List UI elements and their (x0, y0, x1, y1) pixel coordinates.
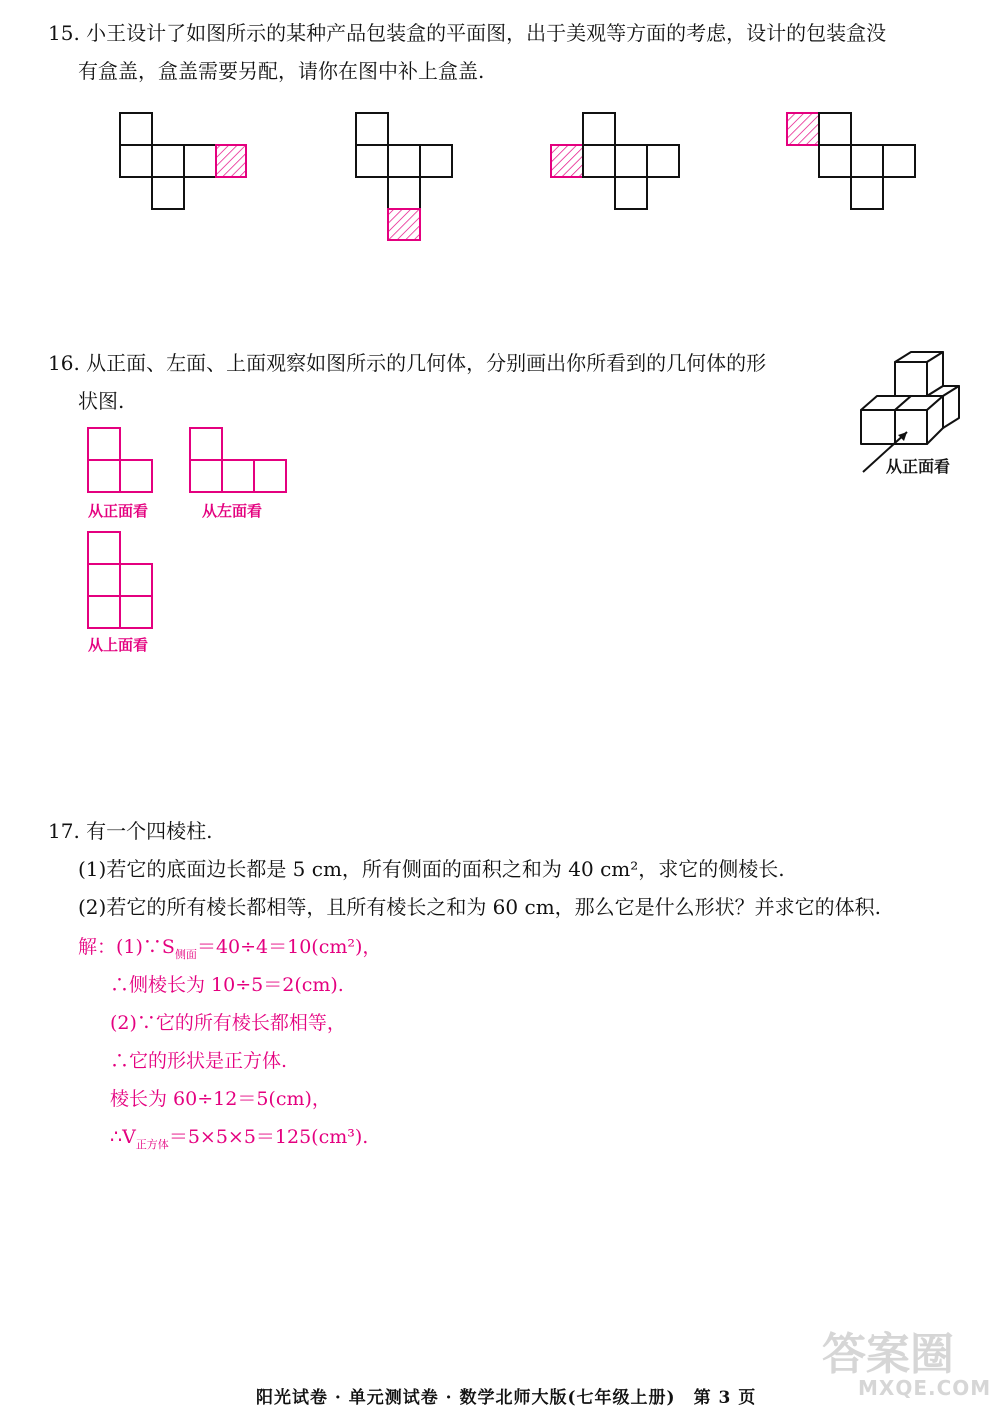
page-footer: 阳光试卷 · 单元测试卷 · 数学北师大版(七年级上册) 第 3 页 (256, 1388, 757, 1408)
q16-line2: 状图. (78, 389, 125, 413)
q16-line1: 16. 从正面、左面、上面观察如图所示的几何体，分别画出你所看到的几何体的形 (48, 351, 767, 375)
view-left-drawing (190, 428, 286, 492)
q17-sol-line6: $\therefore V_{正方体}=5\times 5\times 5=125(cm^3)$. (110, 1126, 369, 1151)
q17-sol-line5: 棱长为 60÷12＝5(cm)， (110, 1088, 331, 1110)
view-top-drawing (88, 532, 152, 628)
watermark-url: MXQE.COM (858, 1376, 992, 1400)
watermark-logo: 答案圈 (822, 1329, 954, 1380)
net-3 (551, 113, 679, 209)
net-2-lid (388, 209, 420, 240)
view-front-label: 从正面看 (88, 502, 149, 520)
net-1 (120, 113, 246, 209)
view-left-label: 从左面看 (202, 502, 263, 520)
q15-line1: 15. 小王设计了如图所示的某种产品包装盒的平面图，出于美观等方面的考虑，设计的包装盒没 (48, 21, 887, 45)
q17-sol-line1: 解：$(1)\because S_{侧面}=40\div 4=10(cm^2)$， (78, 936, 382, 961)
q17-sol-line2: ∴侧棱长为 10÷5＝2(cm). (110, 974, 344, 996)
q17-line3: (2)若它的所有棱长都相等，且所有棱长之和为 60 cm，那么它是什么形状？并求它的体积. (78, 895, 882, 919)
q16-views (80, 420, 380, 650)
net-2 (356, 113, 452, 240)
q17-sol-line4: ∴它的形状是正方体. (110, 1050, 288, 1072)
view-top-label: 从上面看 (88, 636, 149, 654)
net-1-lid (216, 145, 246, 177)
net-4-lid (787, 113, 819, 145)
q17-sol-line3: (2)∵它的所有棱长都相等， (110, 1012, 346, 1034)
q17-line2: (1)若它的底面边长都是 5 cm，所有侧面的面积之和为 40 cm²，求它的侧棱长. (78, 857, 785, 881)
q15-nets (0, 0, 1000, 260)
net-4 (787, 113, 915, 209)
q17-line1: 17. 有一个四棱柱. (48, 819, 213, 843)
view-front-drawing (88, 428, 152, 492)
net-3-lid (551, 145, 583, 177)
q15-line2: 有盒盖，盒盖需要另配，请你在图中补上盒盖. (78, 59, 485, 83)
q16-figure-label: 从正面看 (886, 457, 951, 476)
